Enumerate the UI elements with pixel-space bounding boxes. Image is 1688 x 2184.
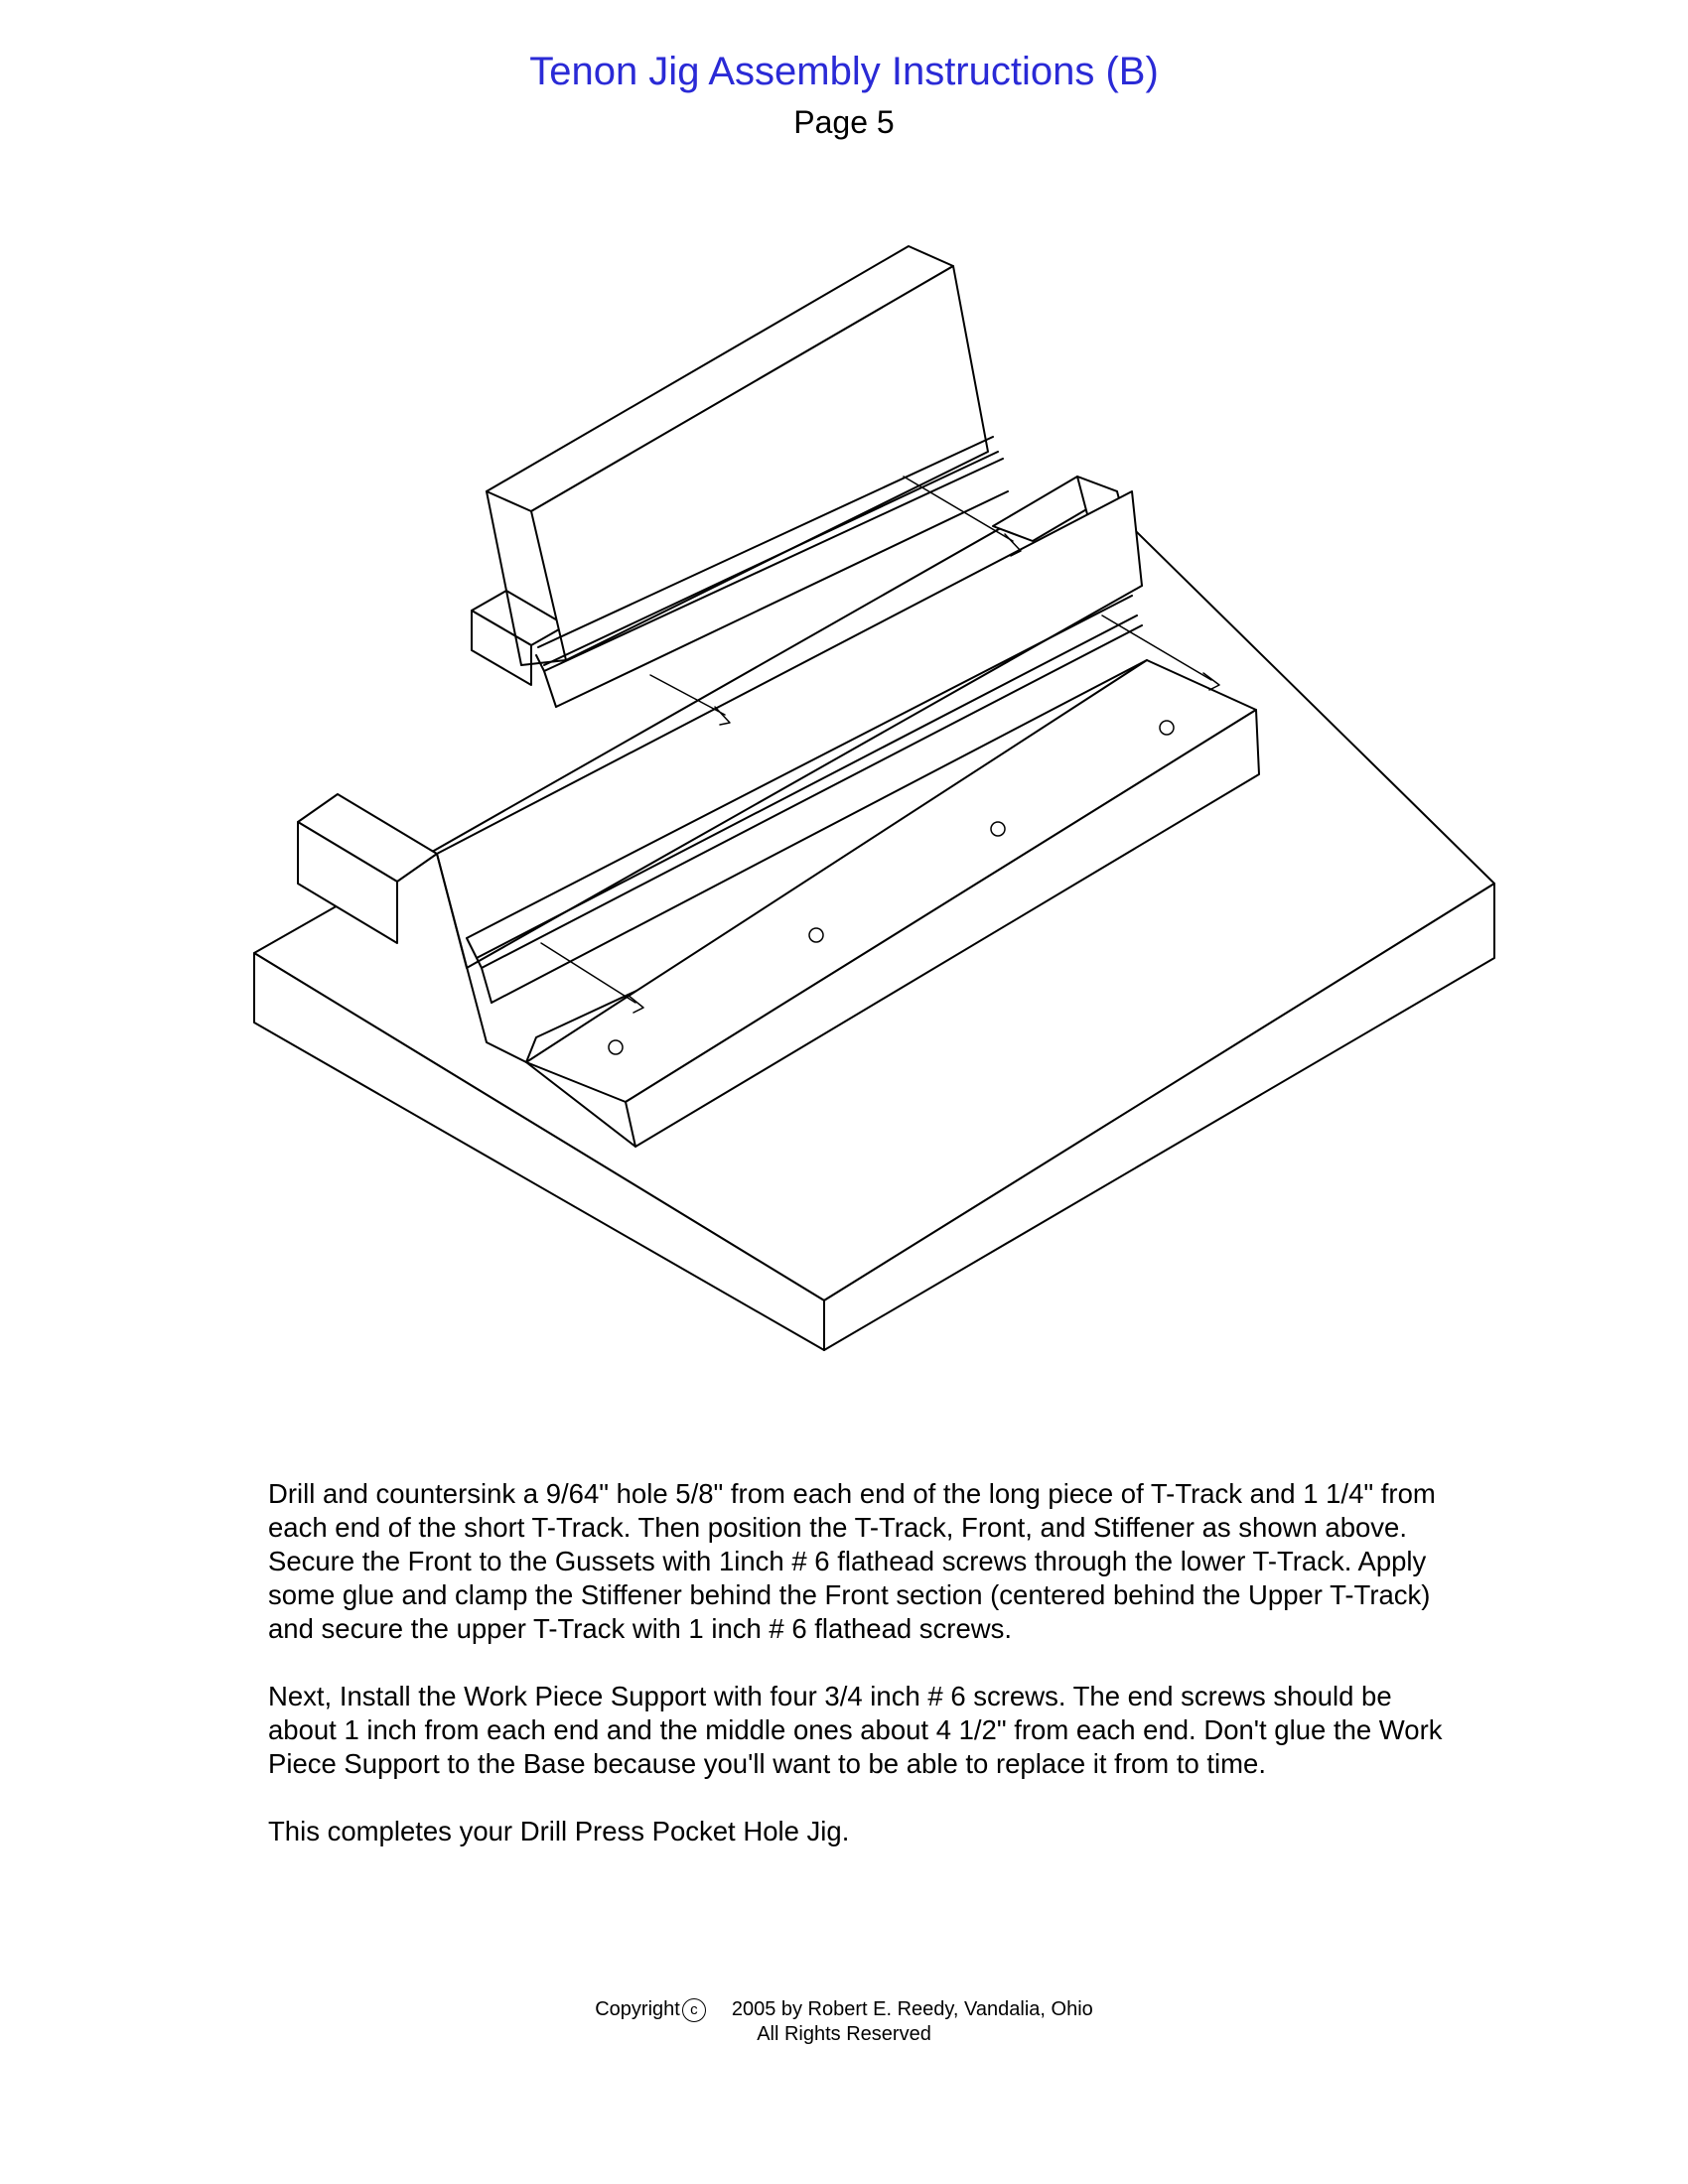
copyright-owner: 2005 by Robert E. Reedy, Vandalia, Ohio [731,1998,1093,2020]
instruction-paragraph-2: Next, Install the Work Piece Support with four 3/4 inch # 6 screws. The end screws should be about 1 inch from each end and the middle ones about 4 1/2" from each end. Don't glue the Work Piece Support to the Base because you'll want to be able to replace it from to time. [268,1681,1443,1779]
copyright-icon: c [682,1998,706,2022]
copyright-footer [0,1997,1688,2047]
page-number: Page 5 [793,104,895,140]
rights-line: All Rights Reserved [757,2023,931,2045]
copyright-word: Copyright [595,1998,680,2020]
page-title: Tenon Jig Assembly Instructions (B) [529,50,1159,93]
upper-rear-block [472,591,566,685]
instruction-paragraph-3: This completes your Drill Press Pocket Hole Jig. [268,1816,850,1846]
copyright-line [0,1997,1688,2022]
instructions-text [268,1477,1460,1882]
instruction-paragraph-1: Drill and countersink a 9/64" hole 5/8" from each end of the long piece of T-Track and 1 1/4" from each end of the short T-Track. Then position the T-Track, Front, and Stiffener as shown above. Secure the Front to the Gussets with 1inch # 6 flathead screws through the lower T-Track. Apply some glue and clamp the Stiffener behind the Front section (centered behind the Upper T-Track) and secure the upper T-Track with 1 inch # 6 flathead screws. [268,1478,1436,1644]
